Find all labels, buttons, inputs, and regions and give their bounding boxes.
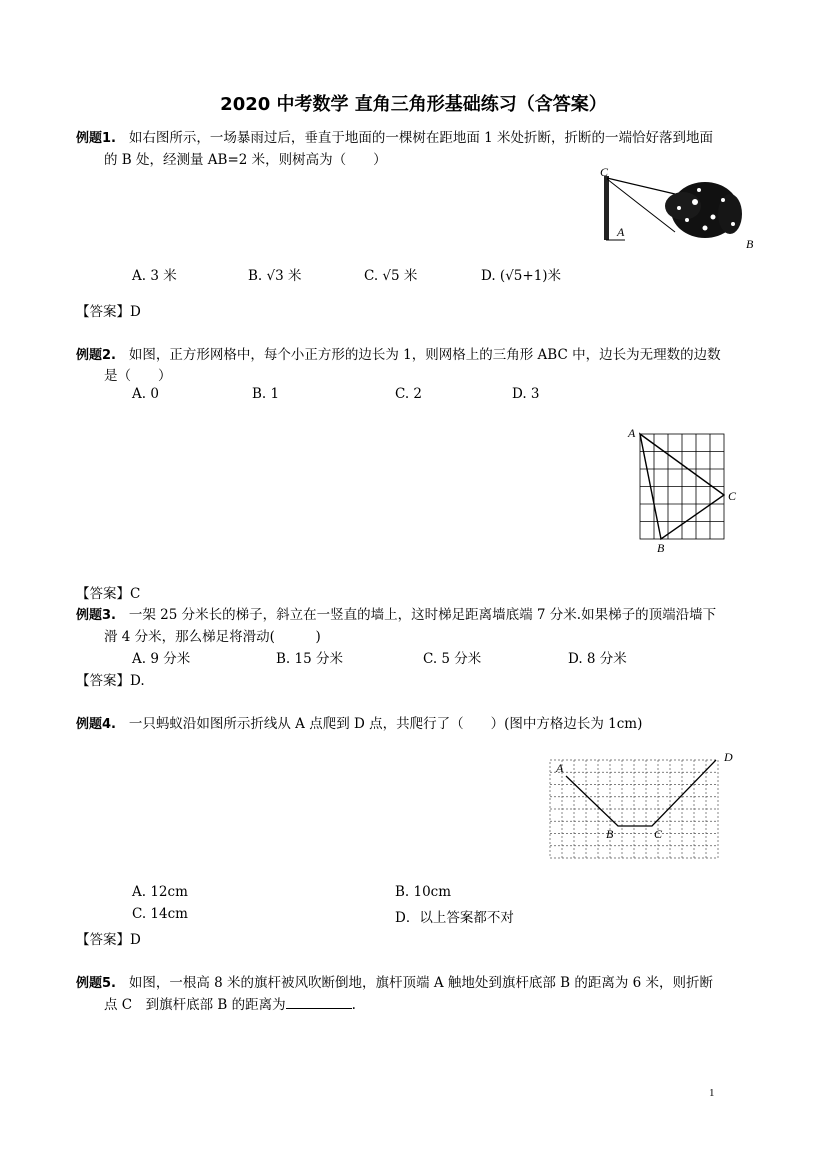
question-4-label: 例题4. <box>76 717 116 732</box>
label-B: B <box>657 541 665 555</box>
q1-option-b: B. √3 米 <box>248 268 302 284</box>
question-3-line-1 <box>76 603 716 623</box>
question-4-grid-figure <box>540 746 740 864</box>
q3-option-b: B. 15 分米 <box>276 651 343 667</box>
label-A: A <box>617 225 625 239</box>
q4-option-d: D．以上答案都不对 <box>395 910 514 926</box>
q2-option-d: D. 3 <box>512 386 540 402</box>
q1-option-a: A. 3 米 <box>132 268 177 284</box>
question-5-text-2: 点 C 到旗杆底部 B 的距离为 <box>104 997 286 1013</box>
question-3-text-2: 滑 4 分米，那么梯足将滑动( ) <box>104 629 321 645</box>
question-5-text-1: 如图，一根高 8 米的旗杆被风吹断倒地，旗杆顶端 A 触地处到旗杆底部 B 的距离为 6 米，则折断 <box>128 975 714 991</box>
q2-option-b: B. 1 <box>252 386 280 402</box>
answer-blank <box>286 996 352 1009</box>
question-5-line-2 <box>104 993 356 1013</box>
tree-trunk <box>604 176 609 240</box>
q1-option-d: D. (√5+1)米 <box>481 268 562 284</box>
question-2-grid-figure <box>624 424 744 556</box>
question-5-text-end: . <box>351 997 356 1013</box>
q1-answer: 【答案】D <box>76 304 141 320</box>
label-D: D <box>724 750 733 764</box>
q2-option-a: A. 0 <box>132 386 159 402</box>
q3-answer: 【答案】D. <box>76 673 145 689</box>
question-2-label: 例题2. <box>76 348 116 363</box>
q2-option-c: C. 2 <box>395 386 423 402</box>
label-B: B <box>606 827 614 841</box>
q3-option-d: D. 8 分米 <box>568 651 627 667</box>
page-title: 2020 中考数学 直角三角形基础练习（含答案） <box>220 94 607 115</box>
q4-option-b: B. 10cm <box>395 884 452 900</box>
question-1-line-1 <box>76 126 713 146</box>
q4-option-c: C. 14cm <box>132 906 188 922</box>
label-A: A <box>556 761 564 775</box>
q4-option-a: A. 12cm <box>132 884 188 900</box>
question-5-line-1 <box>76 971 713 991</box>
label-C: C <box>728 489 737 503</box>
broken-top-line <box>607 178 675 194</box>
question-1-tree-figure <box>595 162 765 252</box>
q1-option-c: C. √5 米 <box>364 268 418 284</box>
label-B: B <box>746 237 754 251</box>
question-4-line-1 <box>76 712 642 732</box>
question-3-text-1: 一架 25 分米长的梯子，斜立在一竖直的墙上，这时梯足距离墙底端 7 分米.如果梯子的顶端沿墙下 <box>128 607 717 623</box>
question-4-text-1: 一只蚂蚁沿如图所示折线从 A 点爬到 D 点，共爬行了（ ）(图中方格边长为 1cm) <box>128 716 643 732</box>
question-2-line-1 <box>76 343 721 363</box>
ant-path <box>566 760 716 826</box>
question-1-label: 例题1. <box>76 131 116 146</box>
label-C: C <box>600 165 609 179</box>
q3-option-a: A. 9 分米 <box>132 651 191 667</box>
question-2-text-2: 是（ ） <box>104 368 172 384</box>
question-1-text-2: 的 B 处，经测量 AB=2 米，则树高为（ ） <box>104 152 387 168</box>
question-1-text-1: 如右图所示，一场暴雨过后，垂直于地面的一棵树在距地面 1 米处折断，折断的一端恰好落到地面 <box>128 130 714 146</box>
question-5-label: 例题5. <box>76 976 116 991</box>
page-number: 1 <box>709 1087 715 1099</box>
dotted-grid <box>550 760 718 858</box>
q3-option-c: C. 5 分米 <box>423 651 482 667</box>
q2-answer: 【答案】C <box>76 586 141 602</box>
q4-answer: 【答案】D <box>76 932 141 948</box>
tree-crown-part <box>665 192 701 220</box>
label-A: A <box>628 426 636 440</box>
question-2-text-1: 如图，正方形网格中，每个小正方形的边长为 1，则网格上的三角形 ABC 中，边长为无理数的边数 <box>128 347 721 363</box>
label-C: C <box>654 827 663 841</box>
question-3-label: 例题3. <box>76 608 116 623</box>
